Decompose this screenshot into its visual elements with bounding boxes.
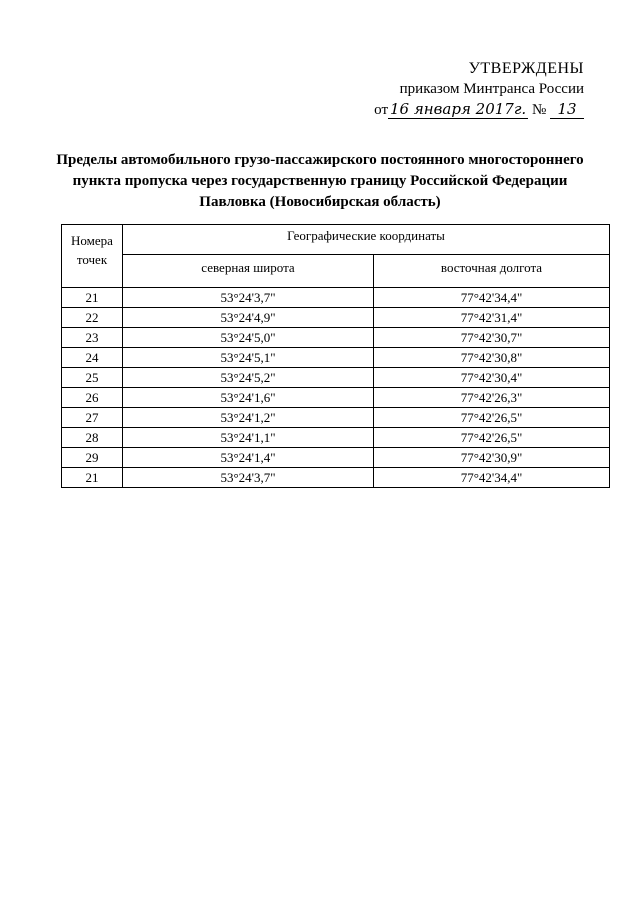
coordinates-table [61, 224, 610, 488]
table-row [62, 328, 610, 348]
table-row [62, 408, 610, 428]
table-row [62, 308, 610, 328]
approval-order-text: приказом Минтранса России [399, 81, 584, 97]
longitude-cell: 77°42'26,3" [374, 388, 610, 408]
table-row [62, 388, 610, 408]
order-number-label: № [531, 102, 547, 118]
longitude-cell: 77°42'30,7" [374, 328, 610, 348]
table-row [62, 348, 610, 368]
longitude-cell: 77°42'26,5" [374, 428, 610, 448]
latitude-cell: 53°24'3,7" [123, 468, 374, 488]
approval-order-line [374, 100, 584, 121]
latitude-cell: 53°24'5,2" [123, 368, 374, 388]
point-number: 26 [62, 388, 123, 408]
latitude-cell: 53°24'1,4" [123, 448, 374, 468]
longitude-cell: 77°42'30,8" [374, 348, 610, 368]
handwritten-number: 13 [550, 100, 584, 119]
longitude-cell: 77°42'34,4" [374, 468, 610, 488]
latitude-cell: 53°24'3,7" [123, 288, 374, 308]
document-title [40, 150, 600, 213]
latitude-cell: 53°24'1,6" [123, 388, 374, 408]
longitude-cell: 77°42'30,9" [374, 448, 610, 468]
header-longitude: восточная долгота [374, 255, 610, 288]
table-row [62, 428, 610, 448]
handwritten-date: 16 января 2017г. [390, 100, 527, 118]
approval-heading: УТВЕРЖДЕНЫ [468, 60, 584, 77]
longitude-cell: 77°42'30,4" [374, 368, 610, 388]
latitude-cell: 53°24'4,9" [123, 308, 374, 328]
point-number: 24 [62, 348, 123, 368]
point-number: 28 [62, 428, 123, 448]
latitude-cell: 53°24'1,1" [123, 428, 374, 448]
latitude-cell: 53°24'5,1" [123, 348, 374, 368]
longitude-cell: 77°42'34,4" [374, 288, 610, 308]
approval-block [374, 58, 584, 121]
point-number: 27 [62, 408, 123, 428]
title-line-2: пункта пропуска через государственную границу Российской Федерации [72, 173, 568, 189]
table-row [62, 448, 610, 468]
longitude-cell: 77°42'26,5" [374, 408, 610, 428]
point-number: 22 [62, 308, 123, 328]
point-number: 21 [62, 288, 123, 308]
point-number: 29 [62, 448, 123, 468]
point-number: 23 [62, 328, 123, 348]
header-geo-coordinates: Географические координаты [123, 225, 610, 255]
title-line-1: Пределы автомобильного грузо-пассажирского постоянного многостороннего [56, 152, 584, 168]
table-row [62, 468, 610, 488]
order-prefix: от [374, 102, 389, 118]
longitude-cell: 77°42'31,4" [374, 308, 610, 328]
point-number: 25 [62, 368, 123, 388]
latitude-cell: 53°24'1,2" [123, 408, 374, 428]
header-latitude: северная широта [123, 255, 374, 288]
table-row [62, 288, 610, 308]
latitude-cell: 53°24'5,0" [123, 328, 374, 348]
table-row [62, 368, 610, 388]
title-line-3: Павловка (Новосибирская область) [199, 194, 441, 210]
header-point-number: Номера точек [62, 225, 123, 288]
point-number: 21 [62, 468, 123, 488]
